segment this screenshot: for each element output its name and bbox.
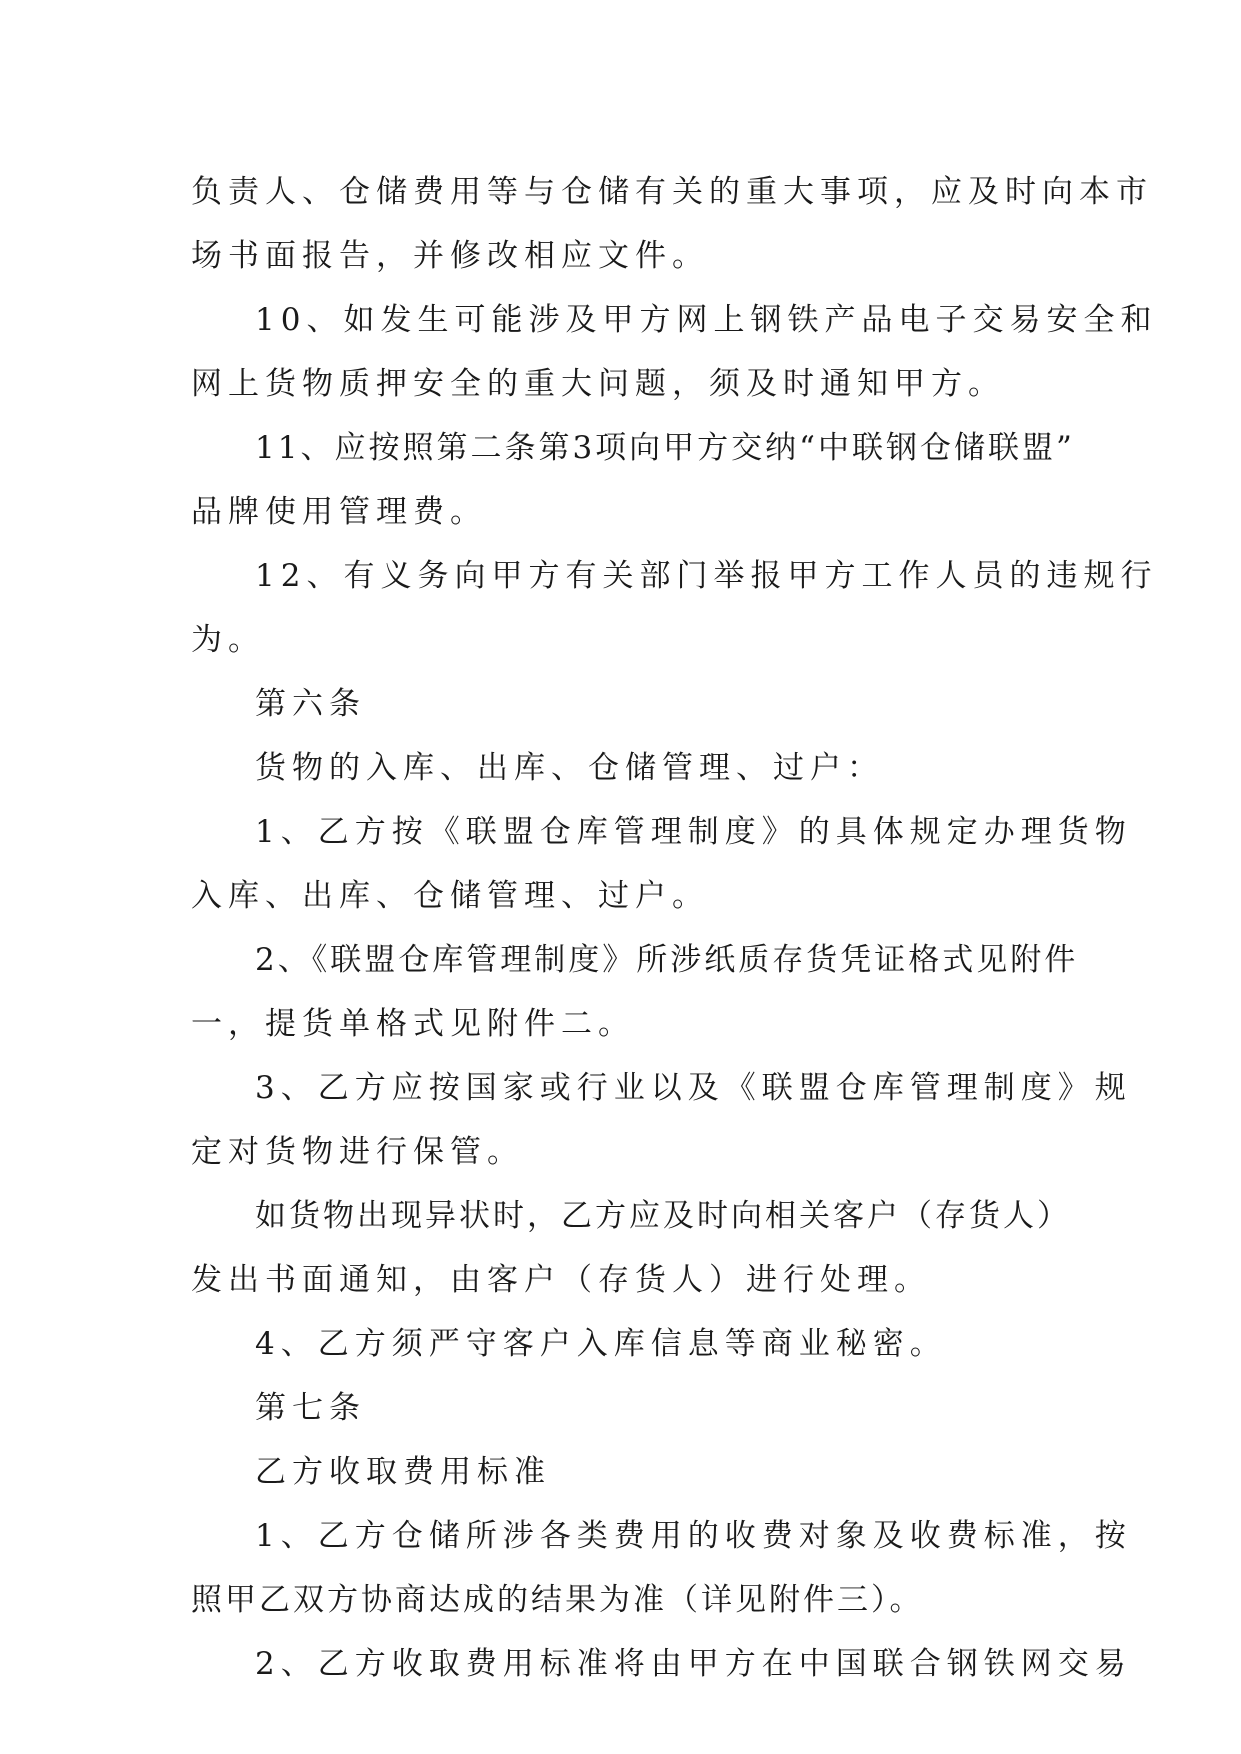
article-6-item-1: 1、乙方按《联盟仓库管理制度》的具体规定办理货物 — [255, 814, 1132, 850]
article-7-item-2: 2、乙方收取费用标准将由甲方在中国联合钢铁网交易 — [255, 1646, 1132, 1682]
text-line: 场书面报告，并修改相应文件。 — [191, 238, 709, 274]
text-line: 定对货物进行保管。 — [191, 1134, 524, 1170]
text-line: 负责人、仓储费用等与仓储有关的重大事项，应及时向本市 — [191, 174, 1153, 210]
article-6-item-3: 3、乙方应按国家或行业以及《联盟仓库管理制度》规 — [255, 1070, 1132, 1106]
clause-12-line: 12、有义务向甲方有关部门举报甲方工作人员的违规行 — [255, 558, 1158, 594]
article-7-subtitle: 乙方收取费用标准 — [255, 1454, 551, 1490]
text-line: 发出书面通知，由客户（存货人）进行处理。 — [191, 1262, 931, 1298]
text-line: 一，提货单格式见附件二。 — [191, 1006, 635, 1042]
text-line: 品牌使用管理费。 — [191, 494, 487, 530]
article-7-item-1: 1、乙方仓储所涉各类费用的收费对象及收费标准，按 — [255, 1518, 1132, 1554]
clause-10-line: 10、如发生可能涉及甲方网上钢铁产品电子交易安全和 — [255, 302, 1158, 338]
article-6-item-3-note: 如货物出现异状时，乙方应及时向相关客户（存货人） — [255, 1198, 1071, 1234]
text-line: 入库、出库、仓储管理、过户。 — [191, 878, 709, 914]
article-6-subtitle: 货物的入库、出库、仓储管理、过户： — [255, 750, 884, 786]
text-line: 网上货物质押安全的重大问题，须及时通知甲方。 — [191, 366, 1005, 402]
clause-11-line: 11、应按照第二条第3项向甲方交纳“中联钢仓储联盟” — [255, 430, 1075, 466]
text-line: 为。 — [191, 622, 265, 658]
text-line: 照甲乙双方协商达成的结果为准（详见附件三）。 — [191, 1582, 924, 1618]
article-6-heading: 第六条 — [255, 686, 366, 722]
document-body — [191, 160, 1158, 1696]
article-6-item-2: 2、《联盟仓库管理制度》所涉纸质存货凭证格式见附件 — [255, 942, 1079, 978]
article-7-heading: 第七条 — [255, 1390, 366, 1426]
article-6-item-4: 4、乙方须严守客户入库信息等商业秘密。 — [255, 1326, 947, 1362]
